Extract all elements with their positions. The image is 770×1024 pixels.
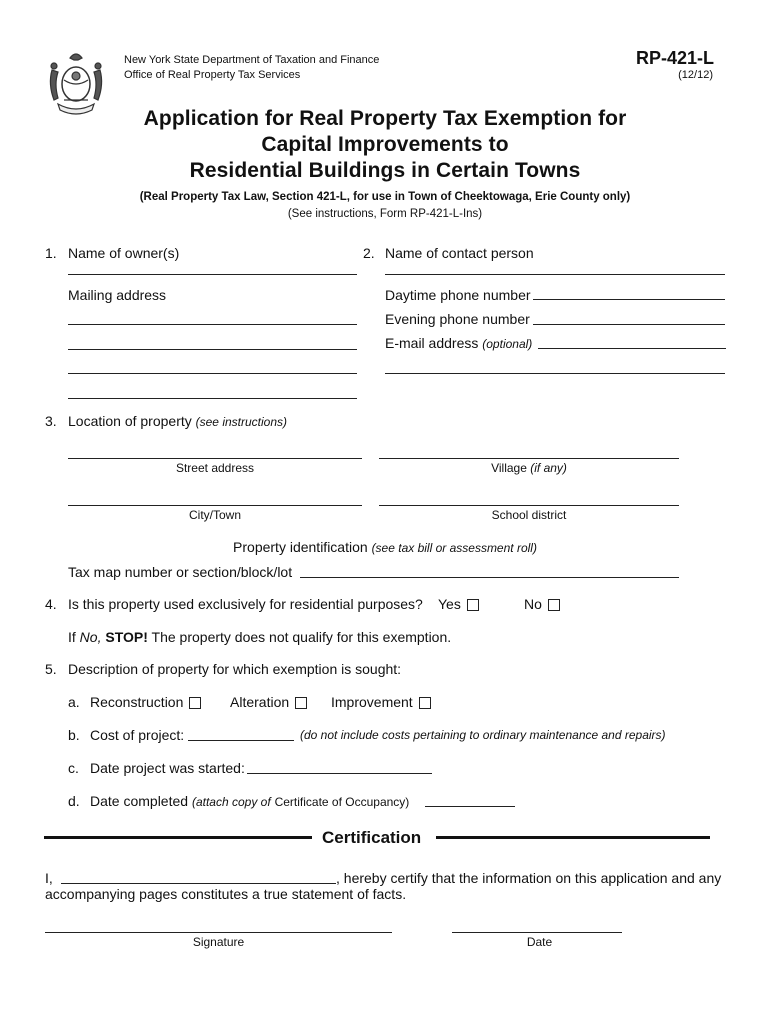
q1-number: 1. — [45, 245, 57, 261]
certification-i: I, — [45, 870, 53, 886]
mailing-address-field-1[interactable] — [68, 324, 357, 325]
q5a-letter: a. — [68, 694, 80, 710]
improvement-label: Improvement — [331, 694, 413, 710]
residential-no[interactable] — [524, 596, 560, 612]
email-field[interactable] — [538, 348, 726, 349]
certification-statement-1: , hereby certify that the information on this application and any — [336, 870, 722, 886]
residential-yes[interactable] — [438, 596, 479, 612]
department-name: New York State Department of Taxation and Finance — [124, 54, 380, 66]
email-field-extra[interactable] — [385, 373, 725, 374]
note-rest: The property does not qualify for this exemption. — [151, 629, 452, 645]
exemption-description-label: Description of property for which exemption is sought: — [68, 661, 402, 677]
project-cost-note: (do not include costs pertaining to ordinary maintenance and repairs) — [300, 728, 666, 742]
mailing-address-field-3[interactable] — [68, 373, 357, 374]
date-field[interactable] — [452, 932, 622, 933]
certification-heading: Certification — [322, 828, 422, 847]
evening-phone-label: Evening phone number — [385, 311, 530, 327]
form-title-line1: Application for Real Property Tax Exemption for — [143, 107, 627, 130]
owner-name-label: Name of owner(s) — [68, 245, 180, 261]
signature-field[interactable] — [45, 932, 392, 933]
mailing-address-field-2[interactable] — [68, 349, 357, 350]
property-location-text: Location of property — [68, 413, 192, 429]
form-instructions-ref: (See instructions, Form RP-421-L-Ins) — [287, 208, 483, 220]
note-if: If — [68, 629, 76, 645]
tax-map-label: Tax map number or section/block/lot — [68, 564, 293, 580]
project-cost-field[interactable] — [188, 740, 294, 741]
residential-yes-label: Yes — [438, 596, 461, 612]
q4-number: 4. — [45, 596, 57, 612]
property-id-note: (see tax bill or assessment roll) — [371, 541, 537, 555]
residential-stop-note — [68, 629, 451, 645]
certification-statement-2: accompanying pages constitutes a true statement of facts. — [45, 886, 407, 902]
owner-name-field[interactable] — [68, 274, 357, 275]
date-started-field[interactable] — [247, 773, 432, 774]
note-stop: STOP! — [105, 629, 148, 645]
village-field[interactable] — [379, 458, 679, 459]
date-completed-note: (attach copy of — [191, 795, 271, 809]
date-completed-field[interactable] — [425, 806, 515, 807]
note-no: No, — [79, 629, 102, 645]
signature-label: Signature — [192, 935, 245, 949]
q5b-letter: b. — [68, 727, 80, 743]
property-location-note: (see instructions) — [195, 415, 288, 429]
reconstruction-label: Reconstruction — [90, 694, 184, 710]
mailing-address-label: Mailing address — [68, 287, 167, 303]
form-date: (12/12) — [678, 69, 713, 81]
q2-number: 2. — [363, 245, 375, 261]
property-location-label — [68, 413, 287, 429]
improvement-checkbox[interactable] — [419, 697, 431, 709]
form-subtitle: (Real Property Tax Law, Section 421-L, for use in Town of Cheektowaga, Erie County only) — [139, 191, 631, 203]
city-town-label: City/Town — [188, 508, 241, 522]
date-started-label: Date project was started: — [90, 760, 245, 776]
certifier-name-field[interactable] — [61, 883, 336, 884]
village-label-text: Village — [491, 461, 527, 475]
email-optional-note: (optional) — [482, 337, 533, 351]
date-completed-label — [90, 793, 409, 809]
property-id-text: Property identification — [233, 539, 368, 555]
street-address-field[interactable] — [68, 458, 362, 459]
alteration-label: Alteration — [230, 694, 290, 710]
village-label — [379, 461, 679, 475]
alteration-option[interactable] — [230, 694, 307, 710]
mailing-address-field-4[interactable] — [68, 398, 357, 399]
evening-phone-field[interactable] — [533, 324, 725, 325]
village-label-note: (if any) — [530, 461, 567, 475]
email-label — [385, 335, 532, 351]
residential-yes-checkbox[interactable] — [467, 599, 479, 611]
project-cost-label: Cost of project: — [90, 727, 185, 743]
q5c-letter: c. — [68, 760, 79, 776]
city-town-field[interactable] — [68, 505, 362, 506]
certificate-of-occupancy: Certificate of Occupancy) — [274, 795, 410, 809]
alteration-checkbox[interactable] — [295, 697, 307, 709]
date-label: Date — [526, 935, 553, 949]
street-address-label: Street address — [175, 461, 255, 475]
date-completed-text: Date completed — [90, 793, 189, 809]
certification-rule-right — [436, 836, 710, 839]
tax-map-field[interactable] — [300, 577, 679, 578]
daytime-phone-field[interactable] — [533, 299, 725, 300]
improvement-option[interactable] — [331, 694, 431, 710]
contact-person-field[interactable] — [385, 274, 725, 275]
q5-number: 5. — [45, 661, 57, 677]
school-district-label: School district — [491, 508, 567, 522]
certification-rule-left — [44, 836, 312, 839]
residential-question: Is this property used exclusively for residential purposes? — [68, 596, 423, 612]
residential-no-label: No — [524, 596, 542, 612]
reconstruction-checkbox[interactable] — [189, 697, 201, 709]
contact-person-label: Name of contact person — [385, 245, 534, 261]
reconstruction-option[interactable] — [90, 694, 201, 710]
form-number: RP-421-L — [635, 48, 714, 68]
property-id-label — [0, 539, 770, 555]
q3-number: 3. — [45, 413, 57, 429]
q5d-letter: d. — [68, 793, 80, 809]
form-title-line3: Residential Buildings in Certain Towns — [189, 159, 581, 182]
form-title-line2: Capital Improvements to — [261, 133, 509, 156]
school-district-field[interactable] — [379, 505, 679, 506]
daytime-phone-label: Daytime phone number — [385, 287, 531, 303]
residential-no-checkbox[interactable] — [548, 599, 560, 611]
email-label-text: E-mail address — [385, 335, 479, 351]
office-name: Office of Real Property Tax Services — [124, 69, 301, 81]
